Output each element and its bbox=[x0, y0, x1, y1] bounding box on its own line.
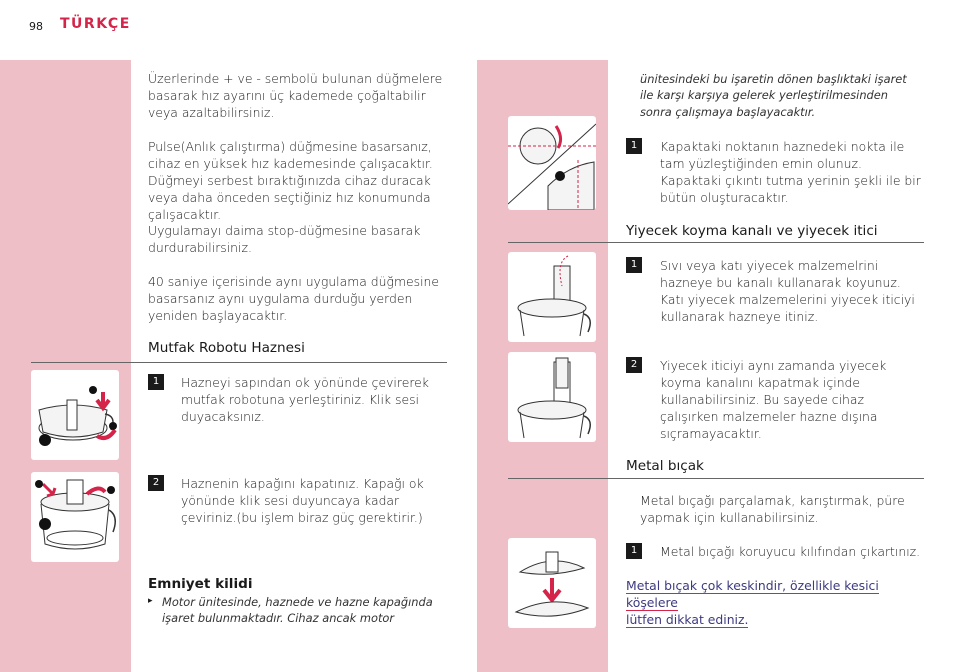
blade-step-text: Metal bıçağı koruyucu kılıfından çıkartınız. bbox=[660, 544, 921, 559]
feed-step-number-1: 1 bbox=[626, 257, 642, 273]
feed-step-text-1: Sıvı veya katı yiyecek malzemelrini hazneye bu kanalı kullanarak koyunuz. Katı yiyecek malzemelerini yiyecek iticiyi kullanarak hazneye itiniz. bbox=[660, 258, 915, 324]
blade-intro-text: Metal bıçağı parçalamak, karıştırmak, püre yapmak için kullanabilirsiniz. bbox=[640, 493, 905, 525]
lid-close-illustration bbox=[31, 472, 119, 562]
lid-step-number: 1 bbox=[626, 138, 642, 154]
step-number-1: 1 bbox=[148, 374, 164, 390]
step-text-2: Haznenin kapağını kapatınız. Kapağı ok yönünde klik sesi duyuncaya kadar çeviriniz.(bu işlem biraz güç gerektirir.) bbox=[181, 476, 424, 525]
safety-lock-text: Motor ünitesinde, haznede ve hazne kapağında işaret bulunmaktadır. Cihaz ancak motor bbox=[162, 595, 433, 626]
safety-lock-title: Emniyet kilidi bbox=[148, 576, 253, 592]
blade-divider bbox=[508, 478, 924, 479]
food-pusher-illustration bbox=[508, 352, 596, 442]
triangle-right-icon: ▸ bbox=[148, 596, 153, 606]
step-number-2: 2 bbox=[148, 475, 164, 491]
feed-divider bbox=[508, 242, 924, 243]
bowl-attach-illustration bbox=[31, 370, 119, 460]
section-title-bowl: Mutfak Robotu Haznesi bbox=[148, 340, 305, 356]
feed-tube-illustration bbox=[508, 252, 596, 342]
page-number: 98 bbox=[29, 20, 43, 33]
blade-step-number: 1 bbox=[626, 543, 642, 559]
left-margin-band bbox=[0, 60, 131, 672]
intro-italic-text: ünitesindeki bu işaretin dönen başlıktaki işaret ile karşı karşıya gelerek yerleştirilmesinden sonra çalışmaya başlayacaktır. bbox=[640, 72, 907, 119]
paragraph-pulse: Pulse(Anlık çalıştırma) düğmesine basarsanız, cihaz en yüksek hız kademesinde çalışacaktır. Düğmeyi serbest bıraktığınızda cihaz duracak veya daha önceden seçtiğiniz hız konumunda çalışacaktır. bbox=[148, 139, 433, 222]
language-heading: TÜRKÇE bbox=[60, 16, 131, 32]
lid-alignment-illustration bbox=[508, 116, 596, 210]
section-title-blade: Metal bıçak bbox=[626, 458, 704, 474]
blade-cover-illustration bbox=[508, 538, 596, 628]
blade-warning bbox=[626, 577, 926, 628]
step-text-1: Hazneyi sapından ok yönünde çevirerek mutfak robotuna yerleştiriniz. Klik sesi duyacaksınız. bbox=[181, 375, 429, 424]
feed-step-number-2: 2 bbox=[626, 357, 642, 373]
feed-step-text-2: Yiyecek iticiyi aynı zamanda yiyecek koyma kanalını kapatmak içinde kullanabilirsiniz. Bu sayede cihaz çalışırken malzemeler hazne dışına sıçramayacaktır. bbox=[660, 358, 887, 441]
blade-warning-line-2: lütfen dikkat ediniz. bbox=[626, 612, 749, 627]
section-divider bbox=[31, 362, 447, 363]
paragraph-stop: Uygulamayı daima stop-düğmesine basarak durdurabilirsiniz. bbox=[148, 223, 421, 255]
paragraph-restart: 40 saniye içerisinde aynı uygulama düğmesine basarsanız aynı uygulama durduğu yerden yeniden başlayacaktır. bbox=[148, 274, 440, 323]
blade-warning-line-1: Metal bıçak çok keskindir, özellikle kesici köşelere bbox=[626, 578, 879, 610]
paragraph-speed: Üzerlerinde + ve - sembolü bulunan düğmelere basarak hız ayarını üç kademede çoğaltabilir veya azaltabilirsiniz. bbox=[148, 71, 443, 120]
lid-step-text: Kapaktaki noktanın haznedeki nokta ile tam yüzleştiğinden emin olunuz. Kapaktaki çıkıntı tutma yerinin şekli ile bir bütün oluşturacaktır. bbox=[660, 139, 921, 205]
section-title-feed: Yiyecek koyma kanalı ve yiyecek itici bbox=[626, 223, 878, 239]
